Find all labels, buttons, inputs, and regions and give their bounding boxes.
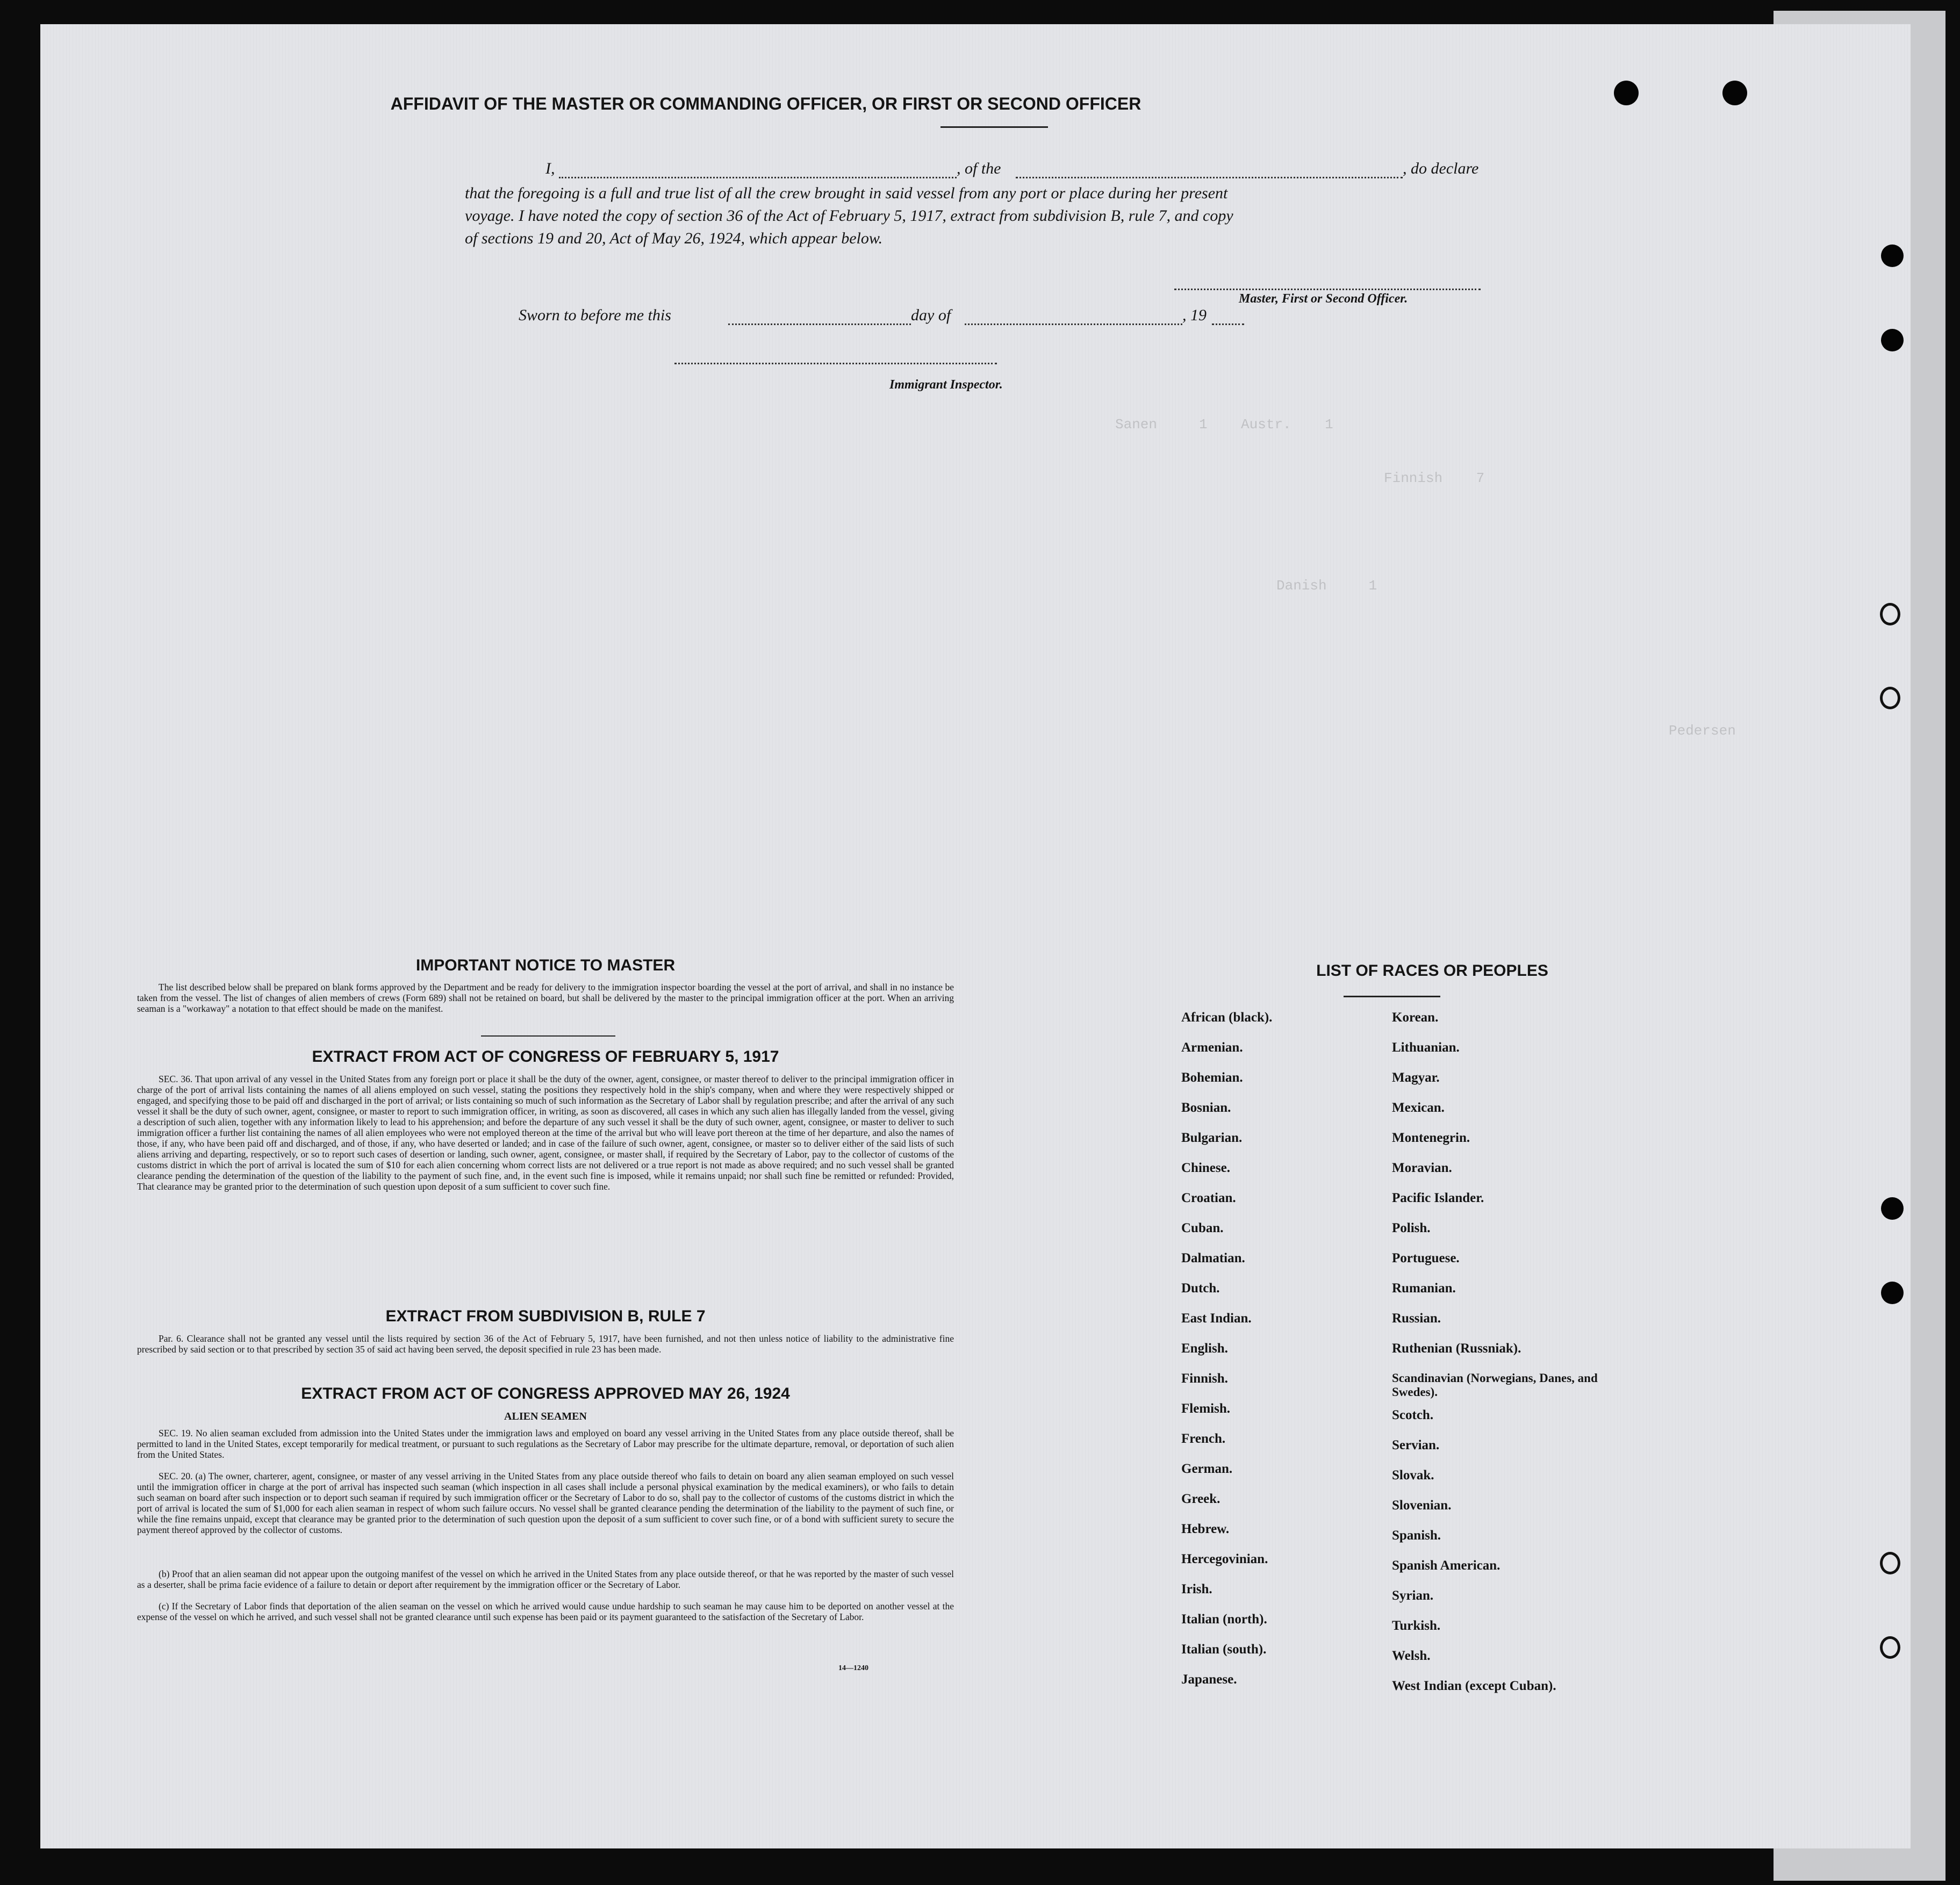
binder-hole bbox=[1881, 244, 1904, 267]
sworn-line: Sworn to before me this day of , 19 bbox=[519, 306, 1325, 328]
race-item: Montenegrin. bbox=[1392, 1131, 1470, 1145]
race-item: Polish. bbox=[1392, 1221, 1431, 1235]
extract-rule7-body: Par. 6. Clearance shall not be granted any vessel until the lists required by section 36 of the Act of February 5, 1917, have been furnished, and not then unless notice of liability to the administrative fine prescribed by said section or to that prescribed by section 35 of said act having been served, the deposit specified in rule 23 has been made. bbox=[137, 1333, 954, 1355]
race-item: Chinese. bbox=[1181, 1161, 1230, 1175]
race-item: Dutch. bbox=[1181, 1281, 1220, 1296]
race-item: Hercegovinian. bbox=[1181, 1552, 1268, 1566]
race-item: Servian. bbox=[1392, 1438, 1440, 1452]
race-item: Hebrew. bbox=[1181, 1522, 1230, 1536]
signature-line bbox=[1174, 289, 1481, 290]
extract-rule7-title: EXTRACT FROM SUBDIVISION B, RULE 7 bbox=[385, 1307, 706, 1325]
extract-1924-sec20a: SEC. 20. (a) The owner, charterer, agent, consignee, or master of any vessel arriving in the United States from any place outside thereof who fails to detain on board any alien seaman employed on such vessel until the immigration officer in charge at the port of arrival has inspected such seaman (which inspection in all cases shall include a personal physical examination by the medical examiners), or who fails to detain such seaman on board after such inspection or to deport such seaman if required by such immigration officer or the Secretary of Labor to do so, shall pay to the collector of customs of the customs district in which the port of arrival is located the sum of $1,000 for each alien seaman in respect of whom such failure occurs. No vessel shall be granted clearance pending the determination of the liability to the payment of such fine, or while the fine remains unpaid, except that clearance may be granted prior to the determination of such question upon the deposit of a sum sufficient to cover such fine, or of a bond with sufficient surety to secure the payment thereof approved by the collector of customs. bbox=[137, 1471, 954, 1535]
race-item: Magyar. bbox=[1392, 1070, 1440, 1085]
race-item: Slovak. bbox=[1392, 1468, 1434, 1483]
extract-1917-title: EXTRACT FROM ACT OF CONGRESS OF FEBRUARY 5, 1917 bbox=[312, 1048, 779, 1066]
race-item: Turkish. bbox=[1392, 1618, 1441, 1633]
race-item: Lithuanian. bbox=[1392, 1040, 1460, 1055]
race-item: Russian. bbox=[1392, 1311, 1441, 1326]
notice-title: IMPORTANT NOTICE TO MASTER bbox=[415, 956, 676, 974]
race-item: Scotch. bbox=[1392, 1408, 1434, 1422]
race-item: Dalmatian. bbox=[1181, 1251, 1245, 1265]
race-item: Slovenian. bbox=[1392, 1498, 1452, 1513]
bleed-through-text: Sanen 1 Austr. 1 bbox=[1115, 416, 1333, 433]
binder-hole bbox=[1881, 329, 1904, 351]
race-item: Syrian. bbox=[1392, 1588, 1434, 1603]
extract-1924-subtitle: ALIEN SEAMEN bbox=[504, 1411, 587, 1422]
race-item: Rumanian. bbox=[1392, 1281, 1456, 1296]
affidavit-line-4: of sections 19 and 20, Act of May 26, 1924, which appear below. bbox=[465, 229, 883, 247]
race-item: Moravian. bbox=[1392, 1161, 1452, 1175]
race-item: English. bbox=[1181, 1341, 1228, 1356]
binder-hole bbox=[1722, 81, 1747, 105]
race-item: Flemish. bbox=[1181, 1401, 1230, 1416]
race-item: Bohemian. bbox=[1181, 1070, 1243, 1085]
binder-hole bbox=[1880, 603, 1900, 625]
races-title-rule bbox=[1344, 996, 1440, 997]
signature-label: Master, First or Second Officer. bbox=[1239, 292, 1408, 306]
affidavit-title: AFFIDAVIT OF THE MASTER OR COMMANDING OFFICER, OR FIRST OR SECOND OFFICER bbox=[390, 94, 1141, 113]
extract-1924-sec20c: (c) If the Secretary of Labor finds that deportation of the alien seaman on the vessel on which he arrived would cause undue hardship to such seaman he may cause him to be deported on another vessel at the expense of the vessel on which he arrived, and such vessel shall not be granted clearance until such expense has been paid or its payment guaranteed to the satisfaction of the Secretary of Labor. bbox=[137, 1601, 954, 1622]
notice-body: The list described below shall be prepared on blank forms approved by the Department and be ready for delivery to the immigration inspector boarding the vessel at the port of arrival, and shall in no instance be taken from the vessel. The list of changes of alien members of crews (Form 689) shall not be retained on board, but shall be delivered by the master to the principal immigration officer at the port. When an arriving seaman is a "workaway" a notation to that effect should be made on the manifest. bbox=[137, 982, 954, 1014]
race-item: Korean. bbox=[1392, 1010, 1439, 1025]
extract-1924-sec19: SEC. 19. No alien seaman excluded from admission into the United States under the immigration laws and employed on board any vessel arriving in the United States from any place outside thereof, shall be permitted to land in the United States, except temporarily for medical treatment, or pursuant to such regulations as the Secretary of Labor may prescribe for the ultimate departure, removal, or deportation of such alien from the United States. bbox=[137, 1428, 954, 1460]
race-item: West Indian (except Cuban). bbox=[1392, 1679, 1556, 1693]
inspector-line bbox=[674, 363, 997, 364]
binder-hole bbox=[1881, 1282, 1904, 1304]
bleed-through-text: Danish 1 bbox=[1276, 578, 1377, 594]
race-item: Greek. bbox=[1181, 1492, 1220, 1506]
affidavit-line-3: voyage. I have noted the copy of section 36 of the Act of February 5, 1917, extract from subdivision B, rule 7, and copy bbox=[465, 207, 1233, 225]
race-item: Bosnian. bbox=[1181, 1100, 1231, 1115]
extract-1924-title: EXTRACT FROM ACT OF CONGRESS APPROVED MAY 26, 1924 bbox=[301, 1385, 790, 1402]
race-item: German. bbox=[1181, 1462, 1233, 1476]
bleed-through-text: Finnish 7 bbox=[1384, 470, 1485, 486]
race-item: Bulgarian. bbox=[1181, 1131, 1243, 1145]
binder-hole bbox=[1880, 1636, 1900, 1659]
race-item: Spanish. bbox=[1392, 1528, 1441, 1543]
race-item: Croatian. bbox=[1181, 1191, 1236, 1205]
binder-hole bbox=[1614, 81, 1639, 105]
affidavit-line-2: that the foregoing is a full and true list of all the crew brought in said vessel from any port or place during her present bbox=[465, 184, 1228, 202]
inspector-label: Immigrant Inspector. bbox=[889, 378, 1003, 392]
bleed-through-text: Pedersen bbox=[1669, 723, 1736, 739]
binder-hole bbox=[1880, 1552, 1900, 1574]
race-item: Cuban. bbox=[1181, 1221, 1224, 1235]
race-item: Irish. bbox=[1181, 1582, 1212, 1596]
race-item: Armenian. bbox=[1181, 1040, 1243, 1055]
race-item: French. bbox=[1181, 1431, 1226, 1446]
races-title: LIST OF RACES OR PEOPLES bbox=[1316, 962, 1548, 980]
binder-hole bbox=[1880, 687, 1900, 709]
race-item: East Indian. bbox=[1181, 1311, 1252, 1326]
race-item: Ruthenian (Russniak). bbox=[1392, 1341, 1521, 1356]
race-item: Pacific Islander. bbox=[1392, 1191, 1484, 1205]
race-item: Italian (south). bbox=[1181, 1642, 1267, 1657]
manifest-page bbox=[40, 24, 1911, 1848]
race-item: Spanish American. bbox=[1392, 1558, 1500, 1573]
extract-1924-sec20b: (b) Proof that an alien seaman did not appear upon the outgoing manifest of the vessel on which he arrived in the United States from any place outside thereof, or that he was reported by the master of such vessel as a deserter, shall be prima facie evidence of a failure to detain or deport after requirement by the immigration officer or the Secretary of Labor. bbox=[137, 1569, 954, 1590]
binder-hole bbox=[1881, 1197, 1904, 1220]
affidavit-title-rule bbox=[940, 126, 1048, 128]
affidavit-line-1: I, , of the , do declare bbox=[545, 160, 1479, 177]
race-item: Japanese. bbox=[1181, 1672, 1237, 1687]
notice-rule bbox=[481, 1035, 615, 1037]
form-number: 14—1240 bbox=[838, 1664, 868, 1672]
race-item: Welsh. bbox=[1392, 1649, 1431, 1663]
race-item: Portuguese. bbox=[1392, 1251, 1460, 1265]
race-item: Mexican. bbox=[1392, 1100, 1445, 1115]
race-item: Italian (north). bbox=[1181, 1612, 1267, 1627]
race-item: African (black). bbox=[1181, 1010, 1273, 1025]
race-item: Finnish. bbox=[1181, 1371, 1228, 1386]
race-item: Scandinavian (Norwegians, Danes, and Swedes). bbox=[1392, 1371, 1598, 1399]
extract-1917-body: SEC. 36. That upon arrival of any vessel in the United States from any foreign port or place it shall be the duty of the owner, agent, consignee, or master thereof to deliver to the principal immigration officer in charge of the port of arrival lists containing the names of all aliens employed on such vessel, stating the positions they respectively hold in the ship's company, when and where they were respectively shipped or engaged, and specifying those to be paid off and discharged in the port of arrival; or lists containing so much of such information as the Secretary of Labor shall by regulation prescribe; and after the arrival of any such vessel it shall be the duty of such owner, agent, consignee, or master to report to such immigration officer, in writing, as soon as discovered, all cases in which any such alien has illegally landed from the vessel, giving a description of such alien, together with any information likely to lead to his apprehension; and before the departure of any such vessel it shall be the duty of such owner, agent, consignee, or master to deliver to such immigration officer a further list containing the names of all alien employees who were not employed thereon at the time of the arrival but who will leave port thereon at the time of her departure, and also the names of those, if any, who have been paid off and discharged, and of those, if any, who have deserted or landed; and in case of the failure of such owner, agent, consignee, or master so to deliver either of the said lists of such aliens arriving and departing, respectively, or so to report such cases of desertion or landing, such owner, agent, consignee, or master shall, if required by the Secretary of Labor, pay to the collector of customs of the customs district in which the port of arrival is located the sum of $10 for each alien concerning whom correct lists are not delivered or a true report is not made as above required; and no such vessel shall be granted clearance pending the determination of the question of the liability to the payment of such fine, and, in the event such fine is imposed, while it remains unpaid; nor shall such fine be remitted or refunded: Provided, That clearance may be granted prior to the determination of such question upon deposit of a sum sufficient to cover such fine. bbox=[137, 1074, 954, 1192]
